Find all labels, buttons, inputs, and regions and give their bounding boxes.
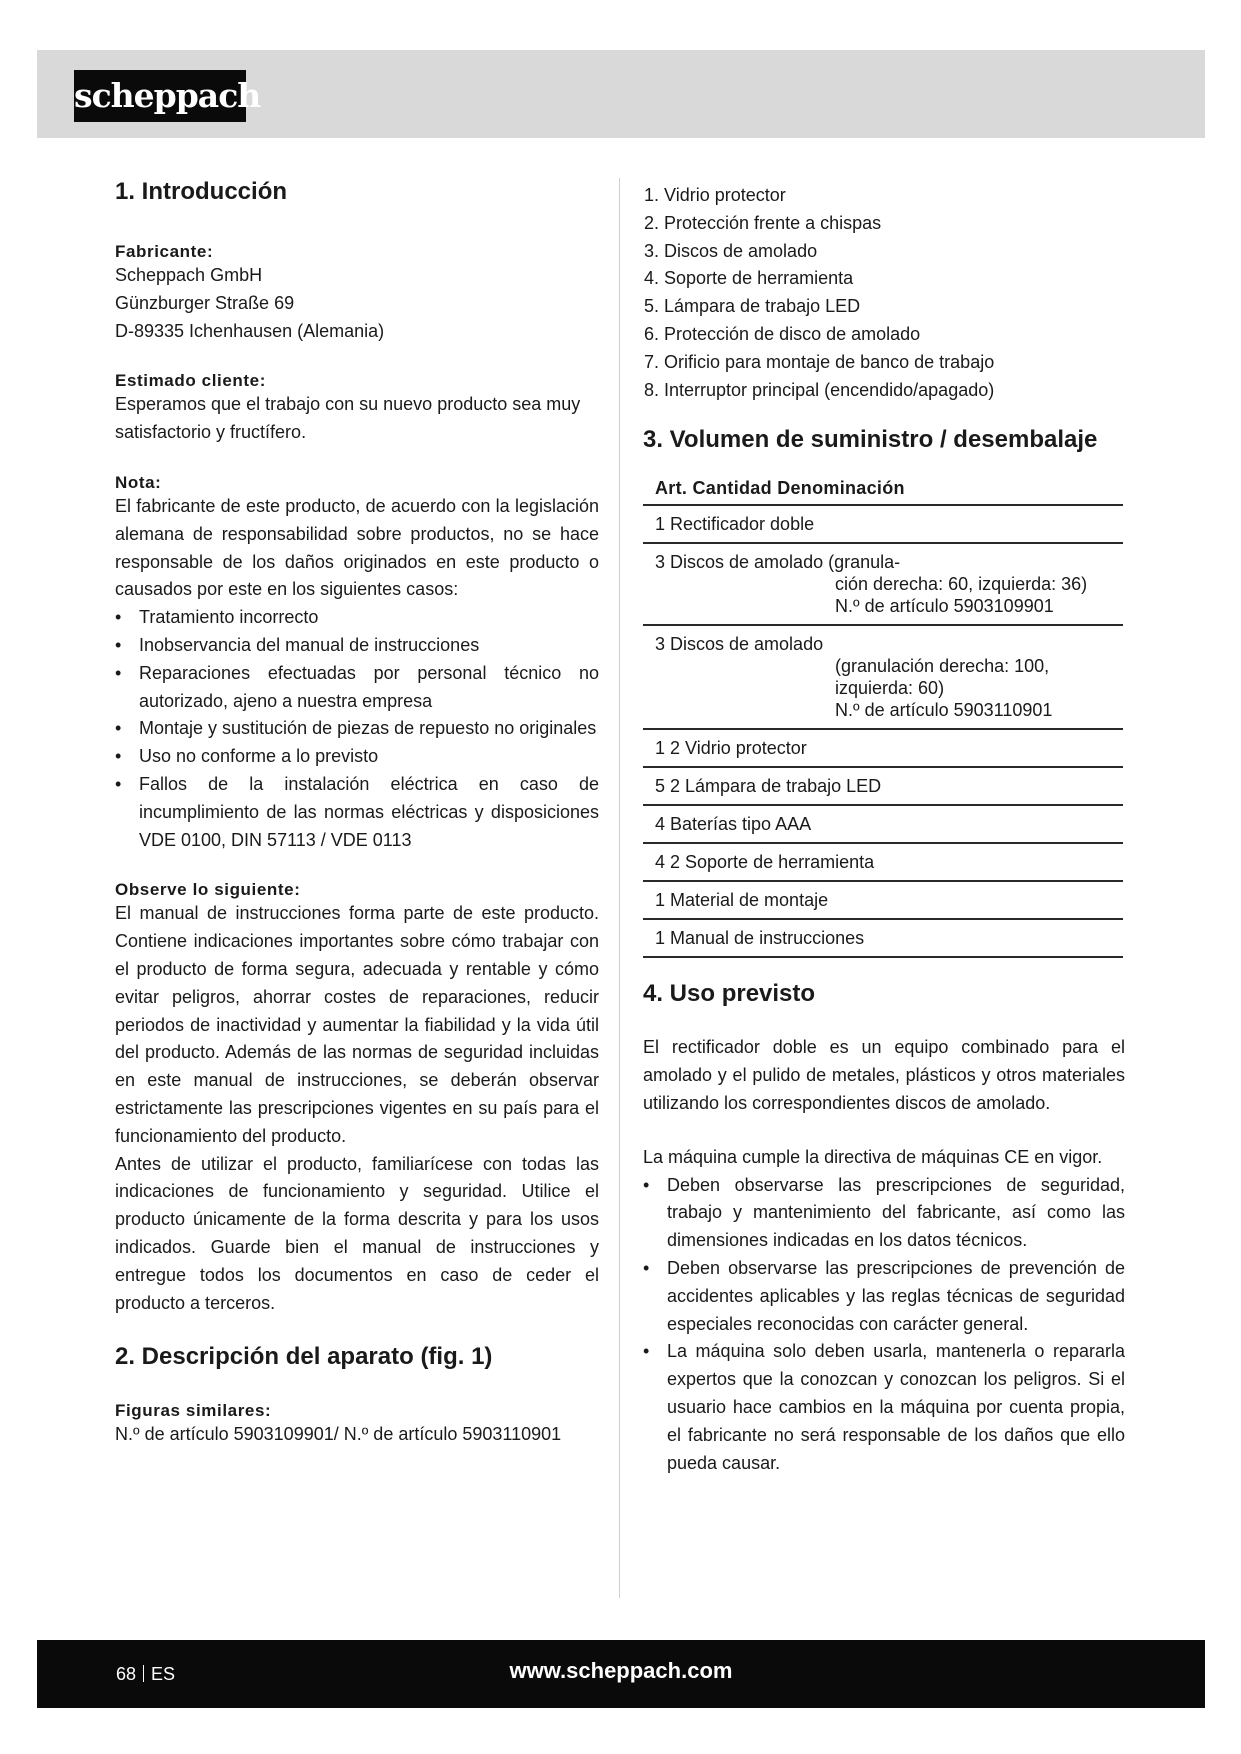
list-item: 4. Soporte de herramienta (644, 268, 854, 289)
table-cell: 4 Baterías tipo AAA (643, 805, 1123, 843)
table-cell: 1 2 Vidrio protector (643, 729, 1123, 767)
supply-table (643, 472, 1123, 958)
parts-list (643, 182, 1125, 404)
list-item: • Montaje y sustitución de piezas de repuesto no originales (115, 715, 599, 743)
list-item: • La máquina solo deben usarla, mantenerla o repararla expertos que la conozcan y conozcan los peligros. Si el usuario hace cambios en la máquina por cuenta propia, el fabricante no será responsable de los daños que ello pueda causar. (643, 1338, 1125, 1477)
cell-line: (granulación derecha: 100, izquierda: 60) (835, 656, 1050, 699)
list-item: 5. Lámpara de trabajo LED (644, 296, 861, 317)
manufacturer-name: Scheppach GmbH (115, 265, 263, 285)
note-label: Nota: (115, 472, 162, 492)
similar-figures-label: Figuras similares: (115, 1401, 272, 1421)
manufacturer-street: Günzburger Straße 69 (115, 292, 295, 313)
section-1-title: 1. Introducción (115, 178, 288, 205)
list-item: • Uso no conforme a lo previsto (115, 743, 599, 771)
list-item: • Fallos de la instalación eléctrica en caso de incumplimiento de las normas eléctricas y disposiciones VDE 0100, DIN 57113 / VDE 0113 (115, 771, 599, 854)
cell-line: N.º de artículo 5903109901 (835, 596, 1054, 617)
table-cell: 1 Manual de instrucciones (643, 919, 1123, 957)
cell-line: N.º de artículo 5903110901 (835, 700, 1053, 721)
ce-directive-text: La máquina cumple la directiva de máquinas CE en vigor. (643, 1146, 1103, 1167)
customer-label: Estimado cliente: (115, 371, 266, 391)
list-item: • Reparaciones efectuadas por personal técnico no autorizado, ajeno a nuestra empresa (115, 660, 599, 716)
table-cell (643, 625, 1123, 729)
right-column (643, 182, 1125, 1477)
table-row (643, 625, 1123, 729)
list-item: • Inobservancia del manual de instrucciones (115, 632, 599, 660)
scheppach-logo: scheppach (74, 70, 246, 122)
manufacturer-label: Fabricante: (115, 242, 214, 261)
table-cell: 5 2 Lámpara de trabajo LED (643, 767, 1123, 805)
website-link[interactable]: www.scheppach.com (509, 1658, 733, 1683)
list-item: • Deben observarse las prescripciones de seguridad, trabajo y mantenimiento del fabricante, así como las dimensiones indicadas en los datos técnicos. (643, 1172, 1125, 1255)
table-header-row (643, 472, 1123, 505)
table-row (643, 543, 1123, 625)
intended-use-list (643, 1172, 1125, 1478)
table-row (643, 881, 1123, 919)
customer-text: Esperamos que el trabajo con su nuevo producto sea muy satisfactorio y fructífero. (115, 394, 581, 443)
intended-use-text: El rectificador doble es un equipo combinado para el amolado y el pulido de metales, plásticos y otros materiales utilizando los correspondientes discos de amolado. (643, 1037, 1125, 1113)
list-item: • Deben observarse las prescripciones de prevención de accidentes aplicables y las reglas técnicas de seguridad especiales reconocidas con carácter general. (643, 1255, 1125, 1338)
observe-text-2: Antes de utilizar el producto, familiarícese con todas las indicaciones de funcionamiento y seguridad. Utilice el producto únicamente de la forma descrita y para los usos indicados. Guarde bien el manual de instrucciones y entregue todos los documentos en caso de ceder el producto a terceros. (115, 1153, 599, 1313)
similar-figures-text: N.º de artículo 5903109901/ N.º de artículo 5903110901 (115, 1424, 562, 1445)
cell-line: ción derecha: 60, izquierda: 36) (835, 574, 1088, 595)
table-header: Art. Cantidad Denominación (643, 472, 1123, 505)
note-text: El fabricante de este producto, de acuerdo con la legislación alemana de responsabilidad sobre productos, no se hace responsable de los daños originados en este producto o causados por este en los siguientes casos: (115, 495, 599, 600)
liability-list (115, 604, 599, 854)
list-item: 3. Discos de amolado (644, 240, 818, 261)
page-footer (37, 1640, 1205, 1708)
section-4-title: 4. Uso previsto (643, 980, 816, 1008)
observe-text-1: El manual de instrucciones forma parte de este producto. Contiene indicaciones importantes sobre cómo trabajar con el producto de forma segura, adecuada y rentable y cómo evitar peligros, ahorrar costes de reparaciones, reducir periodos de inactividad y aumentar la fiabilidad y la vida útil del producto. Además de las normas de seguridad incluidas en este manual de instrucciones, se deberán observar estrictamente las prescripciones vigentes en su país para el funcionamiento del producto. (115, 903, 599, 1146)
table-row (643, 843, 1123, 881)
table-row (643, 919, 1123, 957)
language-code: ES (151, 1664, 176, 1684)
table-cell: 1 Material de montaje (643, 881, 1123, 919)
page-number: 68 (116, 1664, 137, 1684)
observe-label: Observe lo siguiente: (115, 880, 301, 900)
table-row (643, 505, 1123, 543)
left-column (115, 178, 599, 1449)
section-2-title: 2. Descripción del aparato (fig. 1) (115, 1343, 493, 1371)
list-item: 2. Protección frente a chispas (644, 212, 882, 233)
column-divider (619, 178, 620, 1598)
page-header (37, 50, 1205, 138)
list-item: • Tratamiento incorrecto (115, 604, 599, 632)
table-row (643, 805, 1123, 843)
list-item: 1. Vidrio protector (644, 185, 786, 205)
table-row (643, 767, 1123, 805)
cell-line: 3 Discos de amolado (655, 634, 824, 655)
list-item: 7. Orificio para montaje de banco de trabajo (644, 351, 995, 372)
section-3-title: 3. Volumen de suministro / desembalaje (643, 426, 1098, 454)
list-item: 6. Protección de disco de amolado (644, 323, 921, 344)
table-row (643, 729, 1123, 767)
manufacturer-city: D-89335 Ichenhausen (Alemania) (115, 320, 385, 341)
table-cell: 1 Rectificador doble (643, 505, 1123, 543)
list-item: 8. Interruptor principal (encendido/apagado) (644, 379, 995, 400)
table-cell (643, 543, 1123, 625)
table-cell: 4 2 Soporte de herramienta (643, 843, 1123, 881)
cell-line: 3 Discos de amolado (granula- (655, 552, 901, 573)
